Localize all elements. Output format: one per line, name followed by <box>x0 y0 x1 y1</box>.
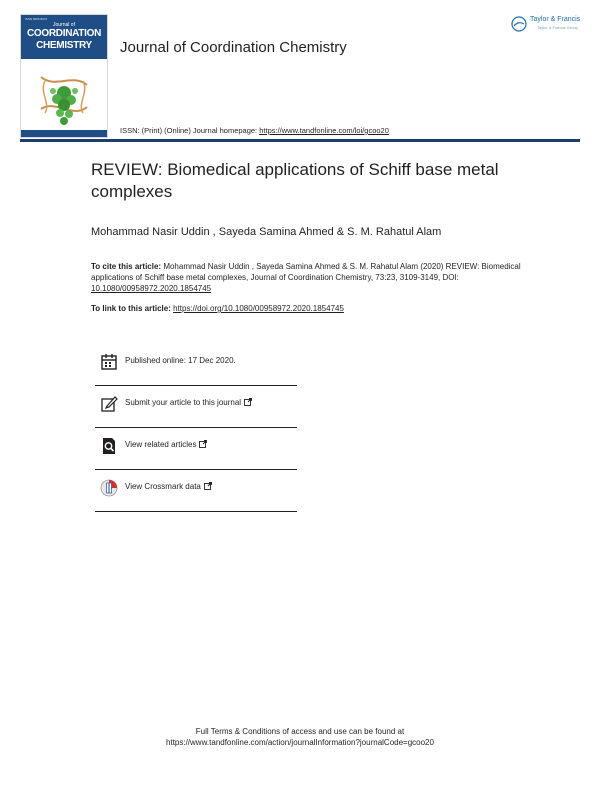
crossmark-row[interactable] <box>95 470 297 512</box>
article-authors: Mohammad Nasir Uddin , Sayeda Samina Ahmed & S. M. Rahatul Alam <box>91 226 442 238</box>
citation-label: To cite this article: <box>91 262 164 271</box>
issn-text: ISSN: (Print) (Online) Journal homepage: <box>120 126 260 135</box>
external-link-icon <box>199 440 207 448</box>
cover-title-line1: Journal of <box>53 22 75 28</box>
journal-title: Journal of Coordination Chemistry <box>120 39 347 56</box>
footer <box>0 726 600 748</box>
published-online-row <box>95 344 297 386</box>
crossmark-link[interactable] <box>125 482 212 491</box>
link-label: To link to this article: <box>91 304 174 313</box>
issn-line <box>120 126 389 135</box>
article-doi-link[interactable]: https://doi.org/10.1080/00958972.2020.1854745 <box>173 304 344 313</box>
edit-icon <box>100 395 118 413</box>
published-online-text: Published online: 17 Dec 2020. <box>125 356 236 365</box>
cover-title-line2: COORDINATION <box>27 28 101 39</box>
related-articles-row[interactable] <box>95 428 297 470</box>
related-articles-label: View related articles <box>125 440 197 449</box>
citation-text: Mohammad Nasir Uddin , Sayeda Samina Ahmed & S. M. Rahatul Alam (2020) REVIEW: Biomedical applications of Schiff base metal complexes, Journal of Coordination Chemistry, 73:23, 3109-3149, DOI: <box>91 262 521 282</box>
related-articles-link[interactable] <box>125 440 207 449</box>
submit-article-label: Submit your article to this journal <box>125 398 242 407</box>
header-rule <box>20 139 580 142</box>
molecule-illustration <box>35 69 93 127</box>
article-actions <box>95 344 297 512</box>
submit-article-row[interactable] <box>95 386 297 428</box>
calendar-icon <box>100 353 118 371</box>
publisher-group: Taylor & Francis Group <box>537 25 578 30</box>
citation-doi-link[interactable]: 10.1080/00958972.2020.1854745 <box>91 284 212 293</box>
submit-article-link[interactable] <box>125 398 252 407</box>
citation-block <box>91 261 521 294</box>
article-link-line <box>91 304 344 313</box>
cover-title-line3: CHEMISTRY <box>36 40 92 51</box>
search-articles-icon <box>100 437 118 455</box>
crossmark-icon <box>100 479 118 497</box>
journal-cover <box>20 14 108 138</box>
external-link-icon <box>204 482 212 490</box>
footer-terms-link[interactable]: https://www.tandfonline.com/action/journalInformation?journalCode=gcoo20 <box>166 738 434 747</box>
publisher-name: Taylor & Francis <box>530 16 581 23</box>
crossmark-label: View Crossmark data <box>125 482 201 491</box>
external-link-icon <box>244 398 252 406</box>
cover-issn: ISSN 0095-8972 <box>25 17 48 21</box>
journal-homepage-link[interactable]: https://www.tandfonline.com/loi/gcoo20 <box>259 126 389 135</box>
article-title: REVIEW: Biomedical applications of Schiff base metal complexes <box>91 160 499 201</box>
cover-title-band <box>21 15 107 59</box>
footer-terms-text: Full Terms & Conditions of access and use can be found at <box>195 727 405 736</box>
cover-bottom-band <box>21 130 107 137</box>
publisher-logo-icon <box>511 16 527 32</box>
